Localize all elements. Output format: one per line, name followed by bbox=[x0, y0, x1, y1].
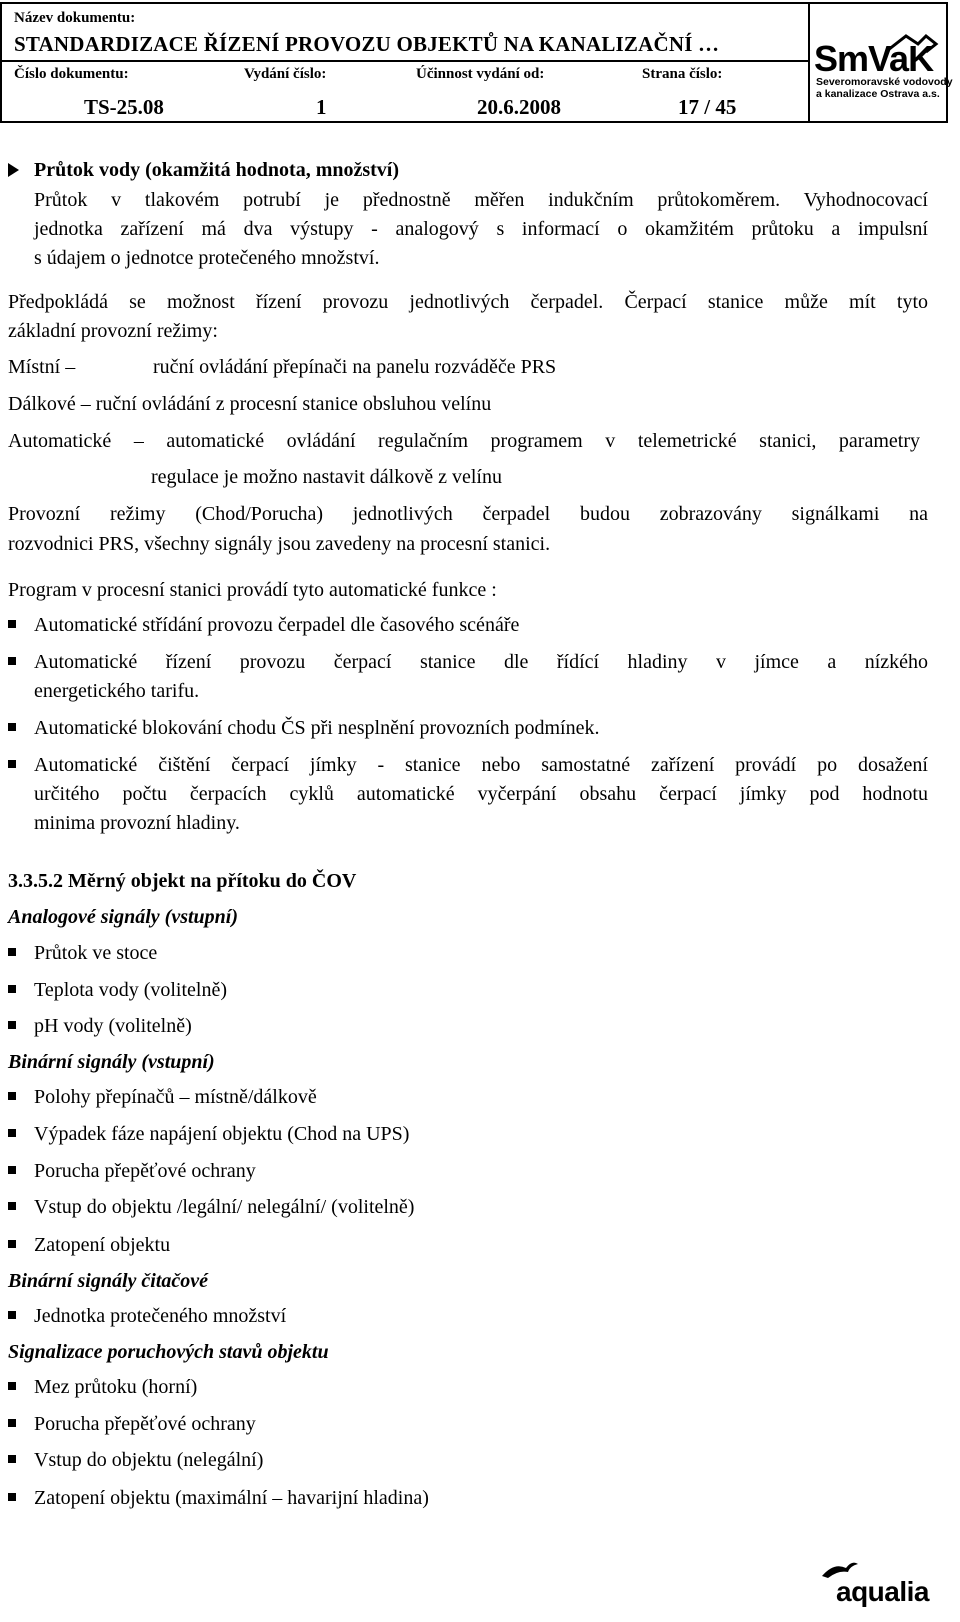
square-bullet-icon bbox=[8, 1382, 16, 1390]
program-bullet: Automatické řízení provozu čerpací stanice dle řídící hladiny v jímce a nízkého bbox=[34, 651, 928, 673]
doc-name-label: Název dokumentu: bbox=[14, 10, 136, 26]
doc-name: STANDARDIZACE ŘÍZENÍ PROVOZU OBJEKTŮ NA KANALIZAČNÍ … bbox=[14, 32, 720, 56]
mode-remote: Dálkové – ruční ovládání z procesní stanice obsluhou velínu bbox=[8, 393, 492, 415]
document-header bbox=[0, 2, 953, 123]
aqualia-logo-text: aqualia bbox=[836, 1576, 929, 1607]
fault-title: Signalizace poruchových stavů objektu bbox=[8, 1341, 329, 1363]
program-bullet: Automatické blokování chodu ČS při nesplnění provozních podmínek. bbox=[34, 717, 600, 739]
modes-paragraph-line: Předpokládá se možnost řízení provozu jednotlivých čerpadel. Čerpací stanice může mít tyto bbox=[8, 291, 928, 313]
square-bullet-icon bbox=[8, 620, 16, 628]
square-bullet-icon bbox=[8, 1455, 16, 1463]
flow-paragraph-line: jednotka zařízení má dva výstupy - analogový s informací o okamžitém průtoku a impulsní bbox=[34, 218, 928, 240]
program-bullet-cont: minima provozní hladiny. bbox=[34, 812, 240, 834]
program-intro: Program v procesní stanici provádí tyto automatické funkce : bbox=[8, 579, 497, 601]
analog-item: Teplota vody (volitelně) bbox=[34, 979, 227, 1001]
issue-label: Vydání číslo: bbox=[244, 66, 327, 82]
program-bullet: Automatické čištění čerpací jímky - stanice nebo samostatné zařízení provádí po dosažení bbox=[34, 754, 928, 776]
square-bullet-icon bbox=[8, 1129, 16, 1137]
square-bullet-icon bbox=[8, 1202, 16, 1210]
doc-number-label: Číslo dokumentu: bbox=[14, 66, 129, 82]
binary-item: Porucha přepěťové ochrany bbox=[34, 1160, 256, 1182]
smvak-logo-sub1: Severomoravské vodovody bbox=[816, 76, 953, 88]
binary-item: Zatopení objektu bbox=[34, 1234, 171, 1256]
section-heading: 3.3.5.2 Měrný objekt na přítoku do ČOV bbox=[8, 870, 357, 892]
square-bullet-icon bbox=[8, 1419, 16, 1427]
effective-date: 20.6.2008 bbox=[477, 95, 561, 119]
arrow-bullet-icon bbox=[8, 163, 19, 177]
header-divider-vertical bbox=[808, 4, 810, 121]
square-bullet-icon bbox=[8, 657, 16, 665]
square-bullet-icon bbox=[8, 1092, 16, 1100]
page-number: 17 / 45 bbox=[678, 95, 737, 119]
square-bullet-icon bbox=[8, 985, 16, 993]
counter-title: Binární signály čitačové bbox=[8, 1270, 208, 1292]
binary-item: Výpadek fáze napájení objektu (Chod na UPS) bbox=[34, 1123, 410, 1145]
analog-item: Průtok ve stoce bbox=[34, 942, 158, 964]
square-bullet-icon bbox=[8, 948, 16, 956]
square-bullet-icon bbox=[8, 723, 16, 731]
analog-title: Analogové signály (vstupní) bbox=[8, 906, 239, 928]
binary-item: Polohy přepínačů – místně/dálkově bbox=[34, 1086, 317, 1108]
square-bullet-icon bbox=[8, 1240, 16, 1248]
fault-item: Mez průtoku (horní) bbox=[34, 1376, 198, 1398]
mode-auto-line: Automatické – automatické ovládání regulačním programem v telemetrické stanici, parametry bbox=[8, 430, 920, 452]
header-divider-horizontal bbox=[2, 60, 808, 62]
aqualia-logo bbox=[820, 1558, 952, 1618]
flow-paragraph-line: Průtok v tlakovém potrubí je přednostně měřen indukčním průtokoměrem. Vyhodnocovací bbox=[34, 189, 928, 211]
fault-item: Porucha přepěťové ochrany bbox=[34, 1413, 256, 1435]
smvak-logo bbox=[814, 30, 953, 104]
effective-label: Účinnost vydání od: bbox=[416, 66, 545, 82]
modes-status-line: Provozní režimy (Chod/Porucha) jednotlivých čerpadel budou zobrazovány signálkami na bbox=[8, 503, 928, 525]
flow-paragraph-line: s údajem o jednotce protečeného množství. bbox=[34, 247, 380, 269]
counter-item: Jednotka protečeného množství bbox=[34, 1305, 287, 1327]
program-bullet: Automatické střídání provozu čerpadel dle časového scénáře bbox=[34, 614, 520, 636]
binary-item: Vstup do objektu /legální/ nelegální/ (volitelně) bbox=[34, 1196, 415, 1218]
flow-heading: Průtok vody (okamžitá hodnota, množství) bbox=[34, 159, 400, 181]
doc-number: TS-25.08 bbox=[84, 95, 164, 119]
fault-item: Vstup do objektu (nelegální) bbox=[34, 1449, 264, 1471]
mode-local-term: Místní – bbox=[8, 356, 76, 378]
square-bullet-icon bbox=[8, 760, 16, 768]
program-bullet-cont: energetického tarifu. bbox=[34, 680, 200, 702]
square-bullet-icon bbox=[8, 1493, 16, 1501]
smvak-logo-text: SmVaK bbox=[814, 38, 934, 79]
mode-auto-line: regulace je možno nastavit dálkově z velínu bbox=[151, 466, 502, 488]
smvak-logo-sub2: a kanalizace Ostrava a.s. bbox=[816, 88, 940, 100]
fault-item: Zatopení objektu (maximální – havarijní hladina) bbox=[34, 1487, 429, 1509]
binary-title: Binární signály (vstupní) bbox=[8, 1051, 215, 1073]
square-bullet-icon bbox=[8, 1021, 16, 1029]
modes-status-line: rozvodnici PRS, všechny signály jsou zavedeny na procesní stanici. bbox=[8, 533, 551, 555]
analog-item: pH vody (volitelně) bbox=[34, 1015, 192, 1037]
mode-local-desc: ruční ovládání přepínači na panelu rozváděče PRS bbox=[153, 356, 557, 378]
square-bullet-icon bbox=[8, 1311, 16, 1319]
square-bullet-icon bbox=[8, 1166, 16, 1174]
program-bullet-cont: určitého počtu čerpacích cyklů automatické vyčerpání obsahu čerpací jímky pod hodnotu bbox=[34, 783, 928, 805]
issue-number: 1 bbox=[316, 95, 327, 119]
page-label: Strana číslo: bbox=[642, 66, 723, 82]
modes-paragraph-line: základní provozní režimy: bbox=[8, 320, 218, 342]
